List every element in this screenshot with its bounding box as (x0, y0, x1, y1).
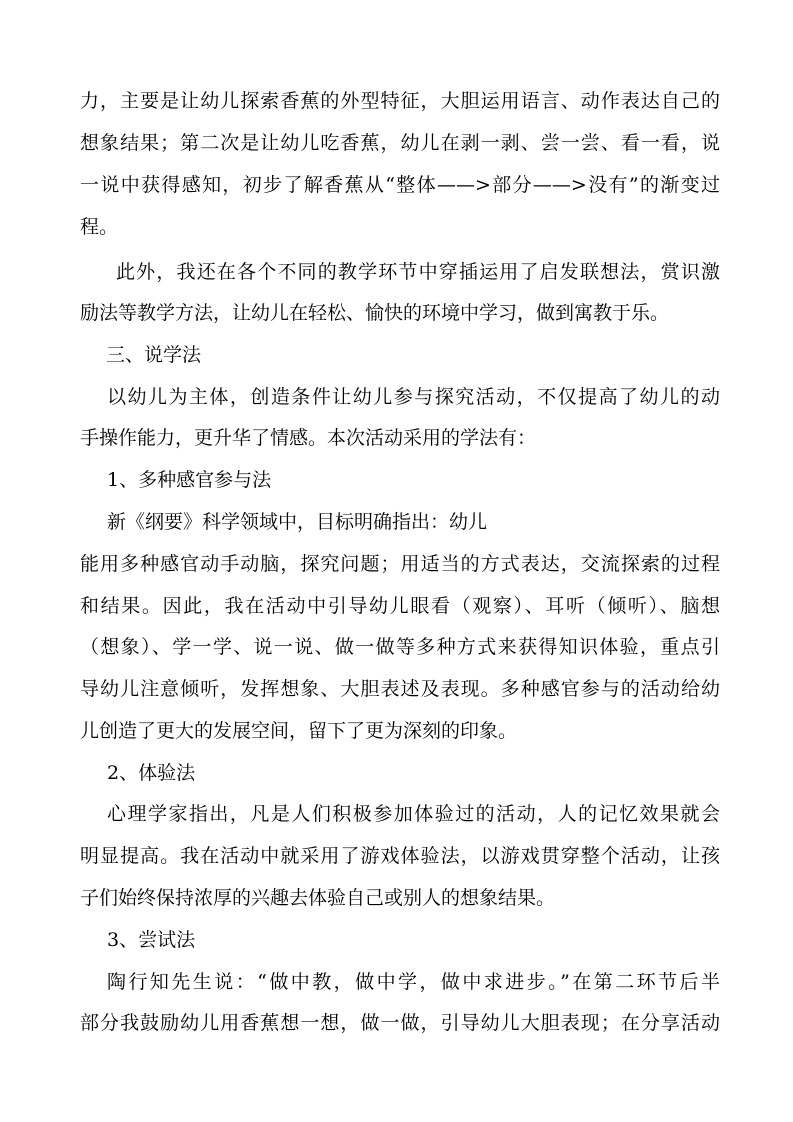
text-line: 儿创造了更大的发展空间，留下了更为深刻的印象。 (80, 720, 518, 742)
text-line: （想象）、学一学、说一说、做一做等多种方式来获得知识体验，重点引 (80, 636, 720, 658)
section-heading: 三、说学法 (106, 344, 202, 366)
paragraph-first-line: 心理学家指出，凡是人们积极参加体验过的活动，人的记忆效果就会 (107, 803, 720, 825)
text-line: 子们始终保持浓厚的兴趣去体验自己或别人的想象结果。 (80, 887, 556, 909)
paragraph-first-line: 此外，我还在各个不同的教学环节中穿插运用了启发联想法，赏识激 (116, 261, 720, 283)
subsection-heading: 1、多种感官参与法 (107, 469, 272, 491)
text-line: 能用多种感官动手动脑，探究问题；用适当的方式表达，交流探索的过程 (80, 553, 720, 575)
text-line: 导幼儿注意倾听，发挥想象、大胆表述及表现。多种感官参与的活动给幼 (80, 678, 720, 700)
paragraph-first-line: 陶行知先生说：“做中教，做中学，做中求进步。”在第二环节后半 (107, 971, 720, 993)
paragraph-first-line: 以幼儿为主体，创造条件让幼儿参与探究活动，不仅提高了幼儿的动 (107, 386, 720, 408)
text-line: 程。 (80, 216, 119, 238)
text-line: 励法等教学方法，让幼儿在轻松、愉快的环境中学习，做到寓教于乐。 (80, 302, 670, 324)
text-line: 想象结果；第二次是让幼儿吃香蕉，幼儿在剥一剥、尝一尝、看一看，说 (80, 132, 720, 154)
subsection-heading: 2、体验法 (107, 762, 196, 784)
subsection-heading: 3、尝试法 (107, 929, 196, 951)
text-line: 和结果。因此，我在活动中引导幼儿眼看（观察）、耳听（倾听）、脑想 (80, 595, 720, 617)
text-line: 手操作能力，更升华了情感。本次活动采用的学法有： (80, 427, 537, 449)
paragraph-first-line: 新《纲要》科学领域中，目标明确指出：幼儿 (107, 511, 488, 533)
text-line: 明显提高。我在活动中就采用了游戏体验法，以游戏贯穿整个活动，让孩 (80, 845, 720, 867)
text-line: 力，主要是让幼儿探索香蕉的外型特征，大胆运用语言、动作表达自己的 (80, 90, 720, 112)
text-line: 一说中获得感知，初步了解香蕉从“整体——>部分——>没有”的渐变过 (80, 174, 720, 196)
text-line: 部分我鼓励幼儿用香蕉想一想，做一做，引导幼儿大胆表现；在分享活动 (80, 1012, 720, 1034)
